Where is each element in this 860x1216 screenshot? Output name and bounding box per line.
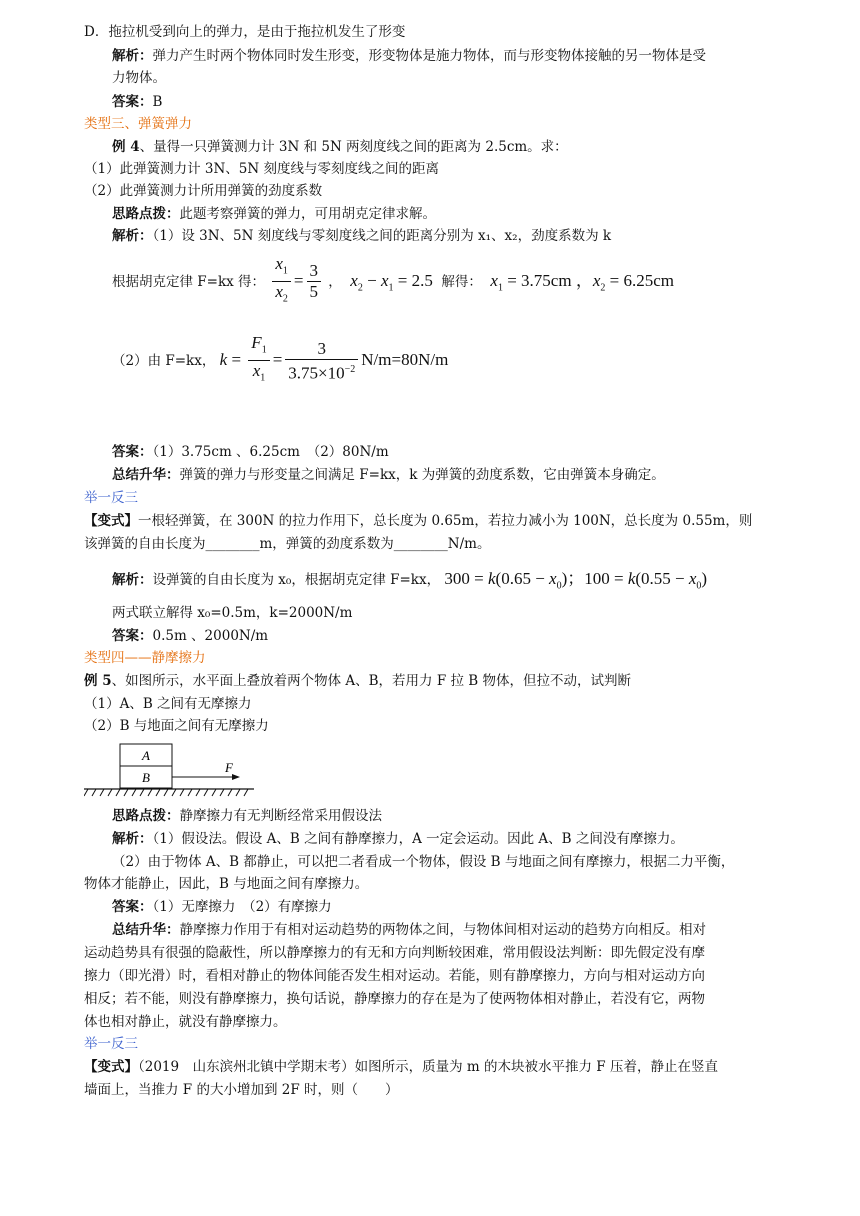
- practice-heading-2[interactable]: 举一反三: [84, 1036, 138, 1052]
- block-b-label: B: [142, 770, 150, 785]
- variant-question: [84, 511, 752, 531]
- equation-ratio: $\frac{x_1}{x_2}$ = $\frac{3}{5}$: [269, 271, 328, 290]
- example-label: 例 4: [112, 139, 140, 155]
- option-d: D．拖拉机受到向上的弹力，是由于拖拉机发生了形变: [84, 24, 406, 40]
- answer5-line: [112, 897, 332, 917]
- answer5-label: 答案：: [112, 899, 153, 915]
- ground-hatch: [84, 789, 248, 796]
- analysis-paragraph: [112, 46, 706, 66]
- variant2-question-cont: 墙面上，当推力 F 的大小增加到 2F 时，则（ ）: [84, 1082, 399, 1098]
- solution5-part2: （2）由于物体 A、B 都静止，可以把二者看成一个物体，假设 B 与地面之间有摩擦力，根据二力平衡，: [112, 854, 735, 870]
- variant-answer-line: [112, 626, 268, 646]
- answer-text: B: [152, 94, 163, 110]
- answer5-text: （1）无摩擦力 （2）有摩擦力: [152, 899, 332, 915]
- summary5-cont-2: 擦力（即光滑）时，看相对静止的物体间能否发生相对运动。若能，则有静摩擦力，方向与相对运动方向: [84, 968, 705, 984]
- variant-answer-text: 0.5m 、2000N/m: [152, 628, 269, 644]
- stacked-blocks-figure: [84, 738, 254, 802]
- hint-line: [112, 204, 436, 224]
- equation-prefix: 根据胡克定律 F=kx 得：: [112, 273, 266, 290]
- summary-text: 弹簧的弹力与形变量之间满足 F=kx，k 为弹簧的劲度系数，它由弹簧本身确定。: [179, 467, 665, 483]
- block-a-label: A: [142, 748, 150, 763]
- analysis-text-cont: 力物体。: [112, 70, 166, 86]
- example5-title: [84, 671, 631, 691]
- variant-solution-line: [112, 565, 707, 600]
- variant2-label: 【变式】: [84, 1059, 138, 1075]
- variant2-text: （2019 山东滨州北镇中学期末考）如图所示，质量为 m 的木块被水平推力 F 压着，静止在竖直: [138, 1059, 718, 1075]
- solution5-text: （1）假设法。假设 A、B 之间有静摩擦力，A 一定会运动。因此 A、B 之间没有摩擦力。: [152, 831, 684, 847]
- variant-solution-text: 设弹簧的自由长度为 x₀，根据胡克定律 F=kx，: [152, 572, 441, 588]
- hint-text: 此题考察弹簧的弹力，可用胡克定律求解。: [179, 206, 436, 222]
- example5-label: 例 5: [84, 673, 112, 689]
- summary5-text: 静摩擦力作用于有相对运动趋势的两物体之间，与物体间相对运动的趋势方向相反。相对: [179, 922, 706, 938]
- question-2: （2）此弹簧测力计所用弹簧的劲度系数: [84, 183, 323, 199]
- solution-text: （1）设 3N、5N 刻度线与零刻度线之间的距离分别为 x₁、x₂，劲度系数为 k: [152, 228, 612, 244]
- equation-line-2: [112, 333, 448, 389]
- example5-question-1: （1）A、B 之间有无摩擦力: [84, 696, 252, 712]
- solution-line: [112, 226, 611, 246]
- variant-question-cont: 该弹簧的自由长度为________m，弹簧的劲度系数为________N/m。: [84, 536, 491, 552]
- variant-text: 一根轻弹簧，在 300N 的拉力作用下，总长度为 0.65m，若拉力减小为 100N，总长度为 0.55m，则: [138, 513, 753, 529]
- equation-difference: $x_2 - x_1 = 2.5$: [350, 270, 438, 294]
- hint-label: 思路点拨：: [112, 206, 180, 222]
- equation-solve-label: 解得：: [441, 273, 482, 290]
- section-heading-4: 类型四——静摩擦力: [84, 650, 206, 666]
- summary5-cont-1: 运动趋势具有很强的隐蔽性，所以静摩擦力的有无和方向判断较困难，常用假设法判断：即先假定没有摩: [84, 945, 705, 961]
- analysis-label: 解析：: [112, 48, 153, 64]
- practice-heading[interactable]: 举一反三: [84, 490, 138, 506]
- example5-text: 、如图所示，水平面上叠放着两个物体 A、B，若用力 F 拉 B 物体，但拉不动，试判断: [111, 673, 632, 689]
- example5-question-2: （2）B 与地面之间有无摩擦力: [84, 718, 269, 734]
- summary5-line: [112, 920, 706, 940]
- answer2-text: （1）3.75cm 、6.25cm （2）80N/m: [152, 444, 389, 460]
- section-heading: 类型三、弹簧弹力: [84, 116, 192, 132]
- hint5-text: 静摩擦力有无判断经常采用假设法: [179, 808, 382, 824]
- variant-solution-result: 两式联立解得 x₀=0.5m，k=2000N/m: [112, 605, 353, 621]
- summary-line: [112, 465, 665, 485]
- summary5-label: 总结升华：: [112, 922, 180, 938]
- variant-equation: $300 = k(0.65 - x_0)$；$100 = k(0.55 - x_0)$: [444, 569, 708, 592]
- answer-line: [112, 92, 162, 112]
- equation-k: k = $\frac{F_1}{x_1}$ = $\frac{3}{3.75\times 10^{-2}}$ N/m=80N/m: [219, 333, 449, 384]
- variant-solution-label: 解析：: [112, 572, 153, 588]
- example-text: 、量得一只弹簧测力计 3N 和 5N 两刻度线之间的距离为 2.5cm。求：: [139, 139, 568, 155]
- equation2-prefix: （2）由 F=kx，: [112, 352, 216, 369]
- summary-label: 总结升华：: [112, 467, 180, 483]
- summary5-cont-4: 体也相对静止，就没有静摩擦力。: [84, 1014, 287, 1030]
- hint5-line: [112, 806, 382, 826]
- answer-label: 答案：: [112, 94, 153, 110]
- solution5-line: [112, 829, 684, 849]
- answer2-line: [112, 442, 389, 462]
- variant-answer-label: 答案：: [112, 628, 153, 644]
- solution5-label: 解析：: [112, 831, 153, 847]
- summary5-cont-3: 相反；若不能，则没有静摩擦力，换句话说，静摩擦力的存在是为了使两物体相对静止，若没有它，两物: [84, 991, 705, 1007]
- solution-label: 解析：: [112, 228, 153, 244]
- variant2-question: [84, 1057, 718, 1077]
- force-label: F: [225, 760, 233, 775]
- answer2-label: 答案：: [112, 444, 153, 460]
- variant-label: 【变式】: [84, 513, 138, 529]
- equation-result: $x_1 = 3.75cm$ ，$x_2 = 6.25cm$: [490, 270, 674, 294]
- solution5-part2-cont: 物体才能静止，因此，B 与地面之间有摩擦力。: [84, 876, 369, 892]
- question-1: （1）此弹簧测力计 3N、5N 刻度线与零刻度线之间的距离: [84, 161, 439, 177]
- example-title: [112, 137, 568, 157]
- analysis-text: 弹力产生时两个物体同时发生形变，形变物体是施力物体，而与形变物体接触的另一物体是受: [152, 48, 706, 64]
- equation-line-1: 根据胡克定律 F=kx 得： $\frac{x_1}{x_2}$ = $\frac{3}{5}$ ， $x_2 - x_1 = 2.5$ 解得： $x_1 = 3.75cm$ ，$x_2 = 6.25cm$: [112, 254, 674, 305]
- force-arrowhead: [232, 774, 240, 780]
- hint5-label: 思路点拨：: [112, 808, 180, 824]
